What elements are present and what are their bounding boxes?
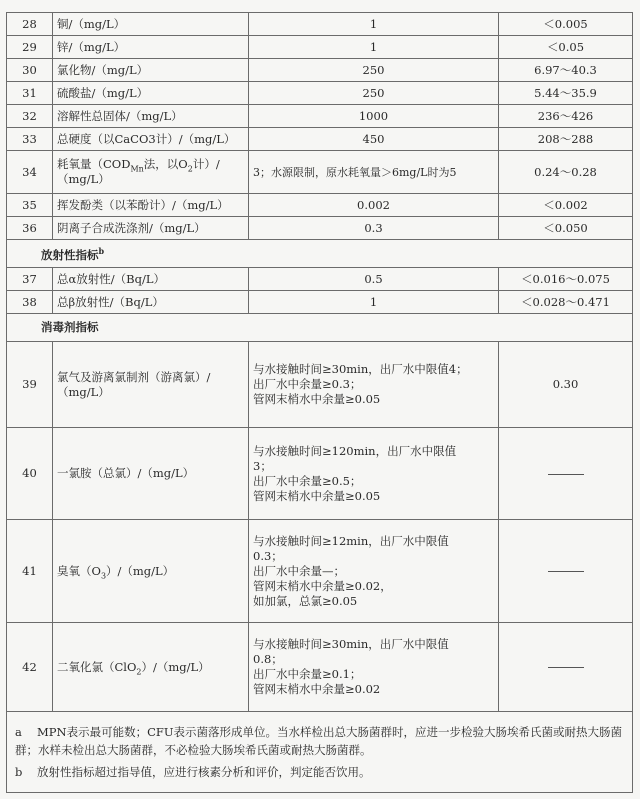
indicator-name: 二氧化氯（ClO$_2$）/（mg/L） [53, 623, 249, 712]
table-row [7, 82, 633, 105]
limit-value: 1 [249, 13, 499, 36]
row-number: 37 [7, 268, 53, 291]
row-number: 36 [7, 217, 53, 240]
indicator-name: 臭氧$(O_3)/(mg/L)$ [53, 520, 249, 623]
limit-value: 与水接触时间≥30min，出厂水中限值4； 出厂水中余量≥0.3； 管网末梢水中余量≥0.05 [249, 342, 499, 428]
table-row [7, 268, 633, 291]
table-row [7, 151, 633, 194]
section-heading: 消毒剂指标 [7, 314, 633, 342]
measured-value: ＜0.050 [499, 217, 633, 240]
limit-value: 450 [249, 128, 499, 151]
table-row [7, 623, 633, 712]
indicator-name: 氯化物/（mg/L） [53, 59, 249, 82]
measured-value-dash [499, 520, 633, 623]
indicator-name: 总硬度（以CaCO3计）/（mg/L） [53, 128, 249, 151]
row-number: 34 [7, 151, 53, 194]
measured-value: 208～288 [499, 128, 633, 151]
limit-value: 1 [249, 291, 499, 314]
indicator-name: 总α放射性/（Bq/L） [53, 268, 249, 291]
indicator-name: 铜/（mg/L） [53, 13, 249, 36]
measured-value: ＜0.016～0.075 [499, 268, 633, 291]
table-row [7, 342, 633, 428]
row-number: 30 [7, 59, 53, 82]
indicator-name: 氯气及游离氯制剂（游离氯）/ （mg/L） [53, 342, 249, 428]
measured-value: ＜0.05 [499, 36, 633, 59]
row-number: 29 [7, 36, 53, 59]
indicator-name: 总β放射性/（Bq/L） [53, 291, 249, 314]
table-row [7, 520, 633, 623]
row-number: 40 [7, 428, 53, 520]
table-row [7, 59, 633, 82]
dash-mark [548, 571, 584, 572]
row-number: 32 [7, 105, 53, 128]
limit-value: 1000 [249, 105, 499, 128]
table-row [7, 291, 633, 314]
limit-value: 与水接触时间≥120min，出厂水中限值 3； 出厂水中余量≥0.5； 管网末梢水中余量≥0.05 [249, 428, 499, 520]
limit-value: 250 [249, 59, 499, 82]
measured-value: ＜0.005 [499, 13, 633, 36]
table-row [7, 13, 633, 36]
measured-value: 5.44～35.9 [499, 82, 633, 105]
row-number: 41 [7, 520, 53, 623]
measured-value: ＜0.028～0.471 [499, 291, 633, 314]
row-number: 31 [7, 82, 53, 105]
limit-value: 250 [249, 82, 499, 105]
indicator-name: 阴离子合成洗涤剂/（mg/L） [53, 217, 249, 240]
table-row [7, 217, 633, 240]
section-row [7, 314, 633, 342]
limit-value: 3；水源限制，原水耗氧量＞6mg/L时为5 [249, 151, 499, 194]
row-number: 33 [7, 128, 53, 151]
section-row [7, 240, 633, 268]
measured-value: ＜0.002 [499, 194, 633, 217]
measured-value-dash [499, 428, 633, 520]
limit-value: 与水接触时间≥12min，出厂水中限值 0.3； 出厂水中余量—； 管网末梢水中余量≥0.02， 如加氯，总氯≥0.05 [249, 520, 499, 623]
dash-mark [548, 667, 584, 668]
table-row [7, 36, 633, 59]
section-heading: 放射性指标$^b$ [7, 240, 633, 268]
indicator-name: 挥发酚类（以苯酚计）/（mg/L） [53, 194, 249, 217]
table-row [7, 428, 633, 520]
measured-value: 6.97～40.3 [499, 59, 633, 82]
limit-value: 与水接触时间≥30min，出厂水中限值 0.8； 出厂水中余量≥0.1； 管网末梢水中余量≥0.02 [249, 623, 499, 712]
indicator-name: 锌/（mg/L） [53, 36, 249, 59]
indicator-name: 溶解性总固体/（mg/L） [53, 105, 249, 128]
measured-value: 236～426 [499, 105, 633, 128]
dash-mark [548, 474, 584, 475]
footnote-b: b 放射性指标超过指导值，应进行核素分析和评价，判定能否饮用。 [15, 765, 371, 779]
indicator-name: 耗氧量（$COD_{Mn}$法，以$O_2$计）/ （mg/L） [53, 151, 249, 194]
limit-value: 0.002 [249, 194, 499, 217]
table-row [7, 128, 633, 151]
row-number: 39 [7, 342, 53, 428]
water-quality-table [6, 12, 633, 793]
row-number: 28 [7, 13, 53, 36]
footnotes-row [7, 712, 633, 793]
row-number: 38 [7, 291, 53, 314]
indicator-name: 硫酸盐/（mg/L） [53, 82, 249, 105]
table-row [7, 105, 633, 128]
measured-value: 0.24～0.28 [499, 151, 633, 194]
footnotes [7, 712, 633, 793]
table-row [7, 194, 633, 217]
footnote-a: a MPN表示最可能数；CFU表示菌落形成单位。当水样检出总大肠菌群时，应进一步检验大肠埃希氏菌或耐热大肠菌群；水样未检出总大肠菌群，不必检验大肠埃希氏菌或耐热大肠菌群。 [15, 725, 623, 757]
limit-value: 0.5 [249, 268, 499, 291]
limit-value: 1 [249, 36, 499, 59]
indicator-name: 一氯胺（总氯）/（mg/L） [53, 428, 249, 520]
measured-value-dash [499, 623, 633, 712]
limit-value: 0.3 [249, 217, 499, 240]
measured-value: 0.30 [499, 342, 633, 428]
row-number: 35 [7, 194, 53, 217]
row-number: 42 [7, 623, 53, 712]
